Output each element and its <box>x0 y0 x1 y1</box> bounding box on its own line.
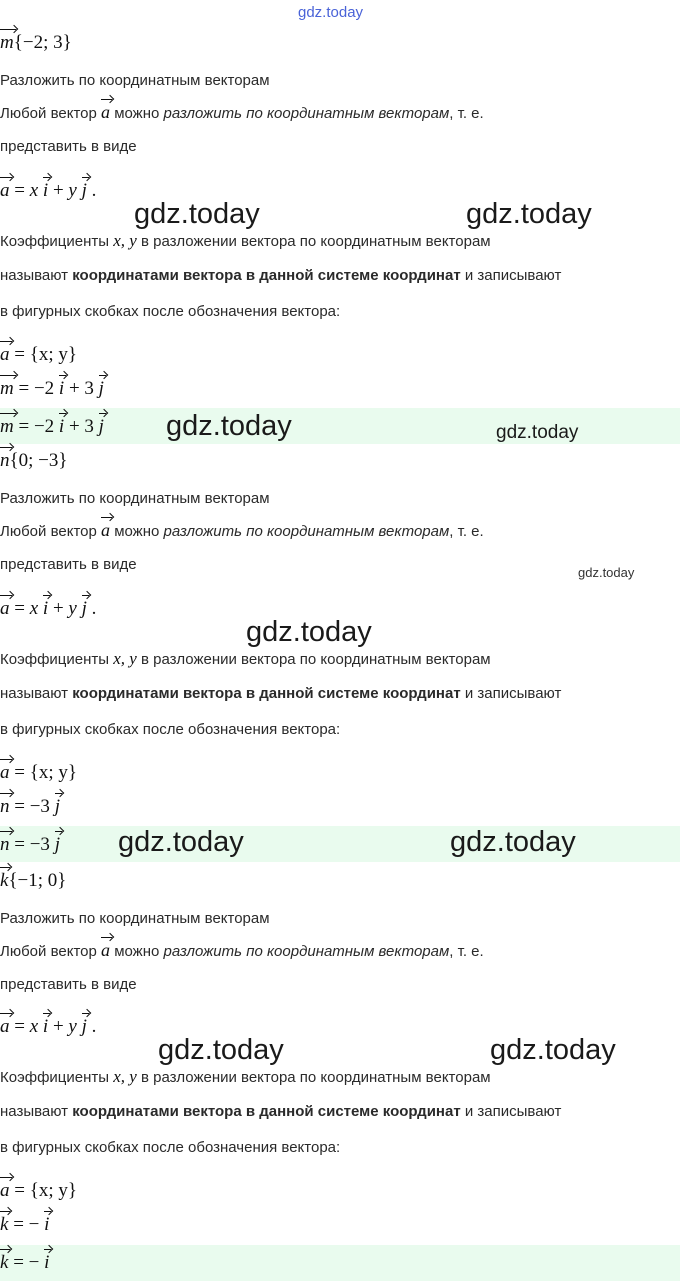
watermark: gdz.today <box>134 198 260 230</box>
theory-line1: Любой вектор a можно разложить по координатным векторам, т. е. <box>0 940 484 960</box>
watermark: gdz.today <box>166 410 292 442</box>
watermark: gdz.today <box>466 198 592 230</box>
section-title: Разложить по координатным векторам <box>0 910 270 927</box>
step-k: k = − i <box>0 1214 50 1235</box>
answer-m: m = −2 i + 3 j <box>0 416 104 437</box>
coef-line: Коэффициенты x, y в разложении вектора по координатным векторам <box>0 231 491 250</box>
formula-braces: a = {x; y} <box>0 344 77 365</box>
formula-decomposition: a = x i + y j . <box>0 598 97 619</box>
watermark: gdz.today <box>578 565 635 580</box>
vector-coords-n: n{0; −3} <box>0 450 68 471</box>
vector-coords-k: k{−1; 0} <box>0 870 67 891</box>
watermark: gdz.today <box>496 422 579 443</box>
watermark: gdz.today <box>158 1034 284 1066</box>
call-line: называют координатами вектора в данной системе координат и записывают <box>0 685 562 702</box>
theory-line1: Любой вектор a можно разложить по координатным векторам, т. е. <box>0 520 484 540</box>
theory-line2: представить в виде <box>0 556 137 573</box>
top-watermark: gdz.today <box>298 4 364 21</box>
last-line: в фигурных скобках после обозначения вектора: <box>0 721 341 738</box>
formula-braces: a = {x; y} <box>0 762 77 783</box>
watermark: gdz.today <box>246 616 372 648</box>
answer-n: n = −3 j <box>0 834 60 855</box>
theory-line2: представить в виде <box>0 976 137 993</box>
theory-line1: Любой вектор a можно разложить по координатным векторам, т. е. <box>0 102 484 122</box>
formula-decomposition: a = x i + y j . <box>0 180 97 201</box>
vector-coords-m: m{−2; 3} <box>0 32 72 53</box>
call-line: называют координатами вектора в данной системе координат и записывают <box>0 1103 562 1120</box>
watermark: gdz.today <box>490 1034 616 1066</box>
formula-braces: a = {x; y} <box>0 1180 77 1201</box>
watermark: gdz.today <box>450 826 576 858</box>
answer-highlight <box>0 1245 680 1281</box>
coef-line: Коэффициенты x, y в разложении вектора по координатным векторам <box>0 649 491 668</box>
answer-k: k = − i <box>0 1252 50 1273</box>
step-m: m = −2 i + 3 j <box>0 378 104 399</box>
last-line: в фигурных скобках после обозначения вектора: <box>0 303 341 320</box>
section-title: Разложить по координатным векторам <box>0 72 270 89</box>
coef-line: Коэффициенты x, y в разложении вектора по координатным векторам <box>0 1067 491 1086</box>
answer-highlight <box>0 826 680 862</box>
watermark: gdz.today <box>118 826 244 858</box>
call-line: называют координатами вектора в данной системе координат и записывают <box>0 267 562 284</box>
vector-m: m <box>0 32 14 53</box>
last-line: в фигурных скобках после обозначения вектора: <box>0 1139 341 1156</box>
formula-decomposition: a = x i + y j . <box>0 1016 97 1037</box>
section-title: Разложить по координатным векторам <box>0 490 270 507</box>
step-n: n = −3 j <box>0 796 60 817</box>
theory-line2: представить в виде <box>0 138 137 155</box>
